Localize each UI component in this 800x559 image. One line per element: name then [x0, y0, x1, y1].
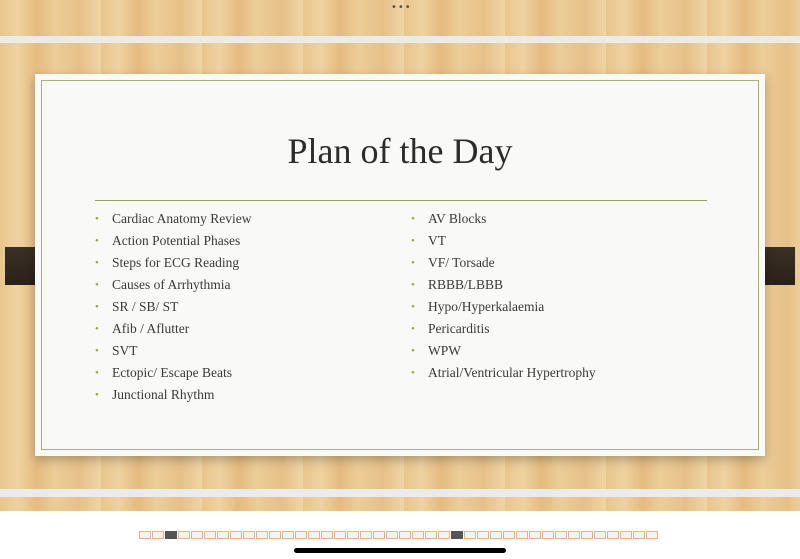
slide-thumbnail[interactable]	[139, 531, 151, 539]
list-item-label: Afib / Aflutter	[112, 321, 190, 336]
slide-thumbnail[interactable]	[308, 531, 320, 539]
slide-thumbnail[interactable]	[529, 531, 541, 539]
slide-thumbnail[interactable]	[282, 531, 294, 539]
list-item-label: Steps for ECG Reading	[112, 255, 240, 270]
list-item	[409, 340, 596, 362]
list-item-label: VF/ Torsade	[428, 255, 495, 270]
list-item	[93, 340, 251, 362]
list-item	[409, 208, 596, 230]
right-bullet-list	[409, 208, 596, 384]
list-item	[409, 252, 596, 274]
list-item-label: SR / SB/ ST	[112, 299, 179, 314]
left-bullet-list	[93, 208, 251, 406]
bullet-icon: •	[95, 257, 99, 269]
slide-thumbnail[interactable]	[360, 531, 372, 539]
list-item	[409, 318, 596, 340]
slide-thumbnail[interactable]	[607, 531, 619, 539]
slide-separator	[0, 36, 800, 43]
slide-thumbnail[interactable]	[464, 531, 476, 539]
list-item	[409, 296, 596, 318]
list-item	[93, 296, 251, 318]
slide-thumbnail[interactable]	[581, 531, 593, 539]
bullet-icon: •	[411, 257, 415, 269]
list-item-label: Pericarditis	[428, 321, 490, 336]
slide-thumbnail[interactable]	[334, 531, 346, 539]
bullet-icon: •	[411, 323, 415, 335]
list-item-label: AV Blocks	[428, 211, 487, 226]
slide-thumbnail[interactable]	[165, 531, 177, 539]
bullet-icon: •	[95, 389, 99, 401]
list-item-label: Junctional Rhythm	[112, 387, 215, 402]
bullet-icon: •	[411, 213, 415, 225]
list-item-label: WPW	[428, 343, 461, 358]
slide-thumbnail[interactable]	[217, 531, 229, 539]
list-item-label: Hypo/Hyperkalaemia	[428, 299, 545, 314]
list-item	[93, 230, 251, 252]
more-dots-icon[interactable]: •••	[391, 2, 412, 13]
list-item-label: Cardiac Anatomy Review	[112, 211, 252, 226]
slide-thumbnail[interactable]	[451, 531, 463, 539]
bullet-icon: •	[95, 279, 99, 291]
slide-thumbnail[interactable]	[295, 531, 307, 539]
bullet-icon: •	[411, 301, 415, 313]
title-divider	[95, 200, 707, 201]
bullet-icon: •	[95, 235, 99, 247]
bullet-icon: •	[411, 367, 415, 379]
slide-thumbnail[interactable]	[516, 531, 528, 539]
slide-thumbnail[interactable]	[373, 531, 385, 539]
slide-thumbnail[interactable]	[243, 531, 255, 539]
slide-thumbnail[interactable]	[425, 531, 437, 539]
slide-thumbnail[interactable]	[386, 531, 398, 539]
bullet-icon: •	[95, 367, 99, 379]
list-item	[93, 208, 251, 230]
slide-thumbnail[interactable]	[230, 531, 242, 539]
slide-thumbnail[interactable]	[438, 531, 450, 539]
list-item	[409, 274, 596, 296]
list-item	[409, 362, 596, 384]
slide-thumbnail[interactable]	[256, 531, 268, 539]
slide-thumbnail[interactable]	[178, 531, 190, 539]
list-item	[93, 318, 251, 340]
slide-thumbnail[interactable]	[555, 531, 567, 539]
list-item-label: Atrial/Ventricular Hypertrophy	[428, 365, 596, 380]
slide-separator	[0, 489, 800, 497]
slide-thumbnail[interactable]	[399, 531, 411, 539]
slide-thumbnail[interactable]	[321, 531, 333, 539]
next-slide-peek[interactable]	[0, 497, 800, 511]
home-indicator[interactable]	[294, 548, 506, 553]
slide-thumbnail[interactable]	[568, 531, 580, 539]
slide-thumbnail[interactable]	[542, 531, 554, 539]
bullet-icon: •	[95, 213, 99, 225]
list-item-label: Causes of Arrhythmia	[112, 277, 231, 292]
slide-thumbnail[interactable]	[594, 531, 606, 539]
list-item	[93, 362, 251, 384]
list-item-label: Ectopic/ Escape Beats	[112, 365, 232, 380]
slide-thumbnail[interactable]	[633, 531, 645, 539]
list-item-label: SVT	[112, 343, 138, 358]
list-item	[409, 230, 596, 252]
bullet-icon: •	[411, 345, 415, 357]
list-item-label: RBBB/LBBB	[428, 277, 504, 292]
list-item-label: Action Potential Phases	[112, 233, 241, 248]
list-item	[93, 252, 251, 274]
slide-thumbnail[interactable]	[620, 531, 632, 539]
list-item-label: VT	[428, 233, 446, 248]
bullet-icon: •	[95, 301, 99, 313]
slide-thumbnail[interactable]	[503, 531, 515, 539]
slide-title: Plan of the Day	[287, 131, 513, 171]
slide-thumbnail-strip[interactable]	[139, 531, 659, 540]
slide-thumbnail[interactable]	[347, 531, 359, 539]
bullet-icon: •	[411, 279, 415, 291]
list-item	[93, 384, 251, 406]
slide-thumbnail[interactable]	[204, 531, 216, 539]
slide-thumbnail[interactable]	[490, 531, 502, 539]
slide-thumbnail[interactable]	[269, 531, 281, 539]
slide-card	[35, 74, 765, 456]
slide-thumbnail[interactable]	[152, 531, 164, 539]
slide-thumbnail[interactable]	[477, 531, 489, 539]
bullet-icon: •	[411, 235, 415, 247]
slide-thumbnail[interactable]	[191, 531, 203, 539]
bullet-icon: •	[95, 345, 99, 357]
bullet-icon: •	[95, 323, 99, 335]
slide-thumbnail[interactable]	[646, 531, 658, 539]
list-item	[93, 274, 251, 296]
slide-thumbnail[interactable]	[412, 531, 424, 539]
